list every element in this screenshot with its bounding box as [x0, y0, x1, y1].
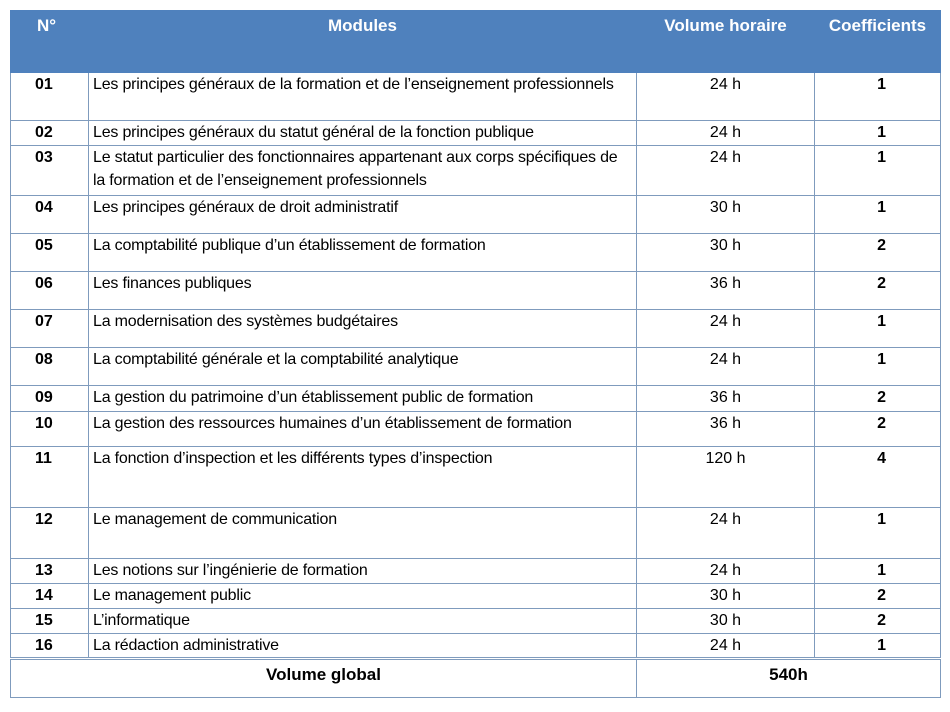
module-name: Les principes généraux du statut général de la fonction publique — [89, 121, 637, 146]
volume-value: 24 h — [637, 348, 815, 386]
coef-value: 1 — [815, 310, 941, 348]
table-row — [11, 234, 941, 272]
row-number: 08 — [11, 348, 89, 386]
volume-value: 36 h — [637, 272, 815, 310]
volume-value: 24 h — [637, 121, 815, 146]
volume-value: 24 h — [637, 508, 815, 559]
module-name: Le management public — [89, 584, 637, 609]
row-number: 16 — [11, 634, 89, 659]
row-number: 11 — [11, 447, 89, 508]
row-number: 02 — [11, 121, 89, 146]
coef-value: 2 — [815, 584, 941, 609]
coef-value: 1 — [815, 196, 941, 234]
table-row — [11, 609, 941, 634]
volume-value: 24 h — [637, 559, 815, 584]
table-row — [11, 412, 941, 447]
coef-value: 2 — [815, 386, 941, 412]
coef-value: 1 — [815, 559, 941, 584]
total-label: Volume global — [11, 659, 637, 698]
table-row — [11, 121, 941, 146]
module-name: La gestion du patrimoine d’un établissement public de formation — [89, 386, 637, 412]
module-name: Le management de communication — [89, 508, 637, 559]
total-row — [11, 659, 941, 698]
header-num: N° — [11, 11, 89, 73]
coef-value: 1 — [815, 634, 941, 659]
module-name: La gestion des ressources humaines d’un établissement de formation — [89, 412, 637, 447]
total-volume: 540h — [637, 659, 941, 698]
volume-value: 24 h — [637, 73, 815, 121]
volume-value: 24 h — [637, 634, 815, 659]
volume-value: 24 h — [637, 146, 815, 196]
row-number: 09 — [11, 386, 89, 412]
volume-value: 36 h — [637, 412, 815, 447]
module-name: Les finances publiques — [89, 272, 637, 310]
header-volume: Volume horaire — [637, 11, 815, 73]
module-name: La comptabilité publique d’un établissement de formation — [89, 234, 637, 272]
volume-value: 24 h — [637, 310, 815, 348]
table-row — [11, 73, 941, 121]
module-name: Les notions sur l’ingénierie de formation — [89, 559, 637, 584]
volume-value: 30 h — [637, 609, 815, 634]
row-number: 05 — [11, 234, 89, 272]
module-name: La rédaction administrative — [89, 634, 637, 659]
row-number: 06 — [11, 272, 89, 310]
row-number: 07 — [11, 310, 89, 348]
module-name: La modernisation des systèmes budgétaires — [89, 310, 637, 348]
row-number: 14 — [11, 584, 89, 609]
module-name: Les principes généraux de la formation et de l’enseignement professionnels — [89, 73, 637, 121]
coef-value: 2 — [815, 412, 941, 447]
module-name: La fonction d’inspection et les différents types d’inspection — [89, 447, 637, 508]
coef-value: 4 — [815, 447, 941, 508]
volume-value: 120 h — [637, 447, 815, 508]
table-row — [11, 386, 941, 412]
row-number: 15 — [11, 609, 89, 634]
row-number: 03 — [11, 146, 89, 196]
volume-value: 30 h — [637, 196, 815, 234]
row-number: 13 — [11, 559, 89, 584]
header-row — [11, 11, 941, 73]
table-row — [11, 634, 941, 659]
header-modules: Modules — [89, 11, 637, 73]
table-row — [11, 559, 941, 584]
table-row — [11, 584, 941, 609]
table-row — [11, 348, 941, 386]
volume-value: 30 h — [637, 234, 815, 272]
coef-value: 1 — [815, 73, 941, 121]
volume-value: 30 h — [637, 584, 815, 609]
coef-value: 2 — [815, 234, 941, 272]
coef-value: 1 — [815, 348, 941, 386]
table-row — [11, 310, 941, 348]
coef-value: 2 — [815, 609, 941, 634]
coef-value: 2 — [815, 272, 941, 310]
table-row — [11, 146, 941, 196]
row-number: 01 — [11, 73, 89, 121]
module-name: La comptabilité générale et la comptabilité analytique — [89, 348, 637, 386]
volume-value: 36 h — [637, 386, 815, 412]
table-row — [11, 272, 941, 310]
module-name: Les principes généraux de droit administratif — [89, 196, 637, 234]
row-number: 12 — [11, 508, 89, 559]
coef-value: 1 — [815, 121, 941, 146]
modules-table — [10, 10, 941, 698]
module-name: Le statut particulier des fonctionnaires appartenant aux corps spécifiques de la formation et de l’enseignement professionnels — [89, 146, 637, 196]
row-number: 04 — [11, 196, 89, 234]
coef-value: 1 — [815, 146, 941, 196]
row-number: 10 — [11, 412, 89, 447]
table-row — [11, 508, 941, 559]
table-row — [11, 196, 941, 234]
table-row — [11, 447, 941, 508]
header-coefficients: Coefficients — [815, 11, 941, 73]
module-name: L’informatique — [89, 609, 637, 634]
coef-value: 1 — [815, 508, 941, 559]
